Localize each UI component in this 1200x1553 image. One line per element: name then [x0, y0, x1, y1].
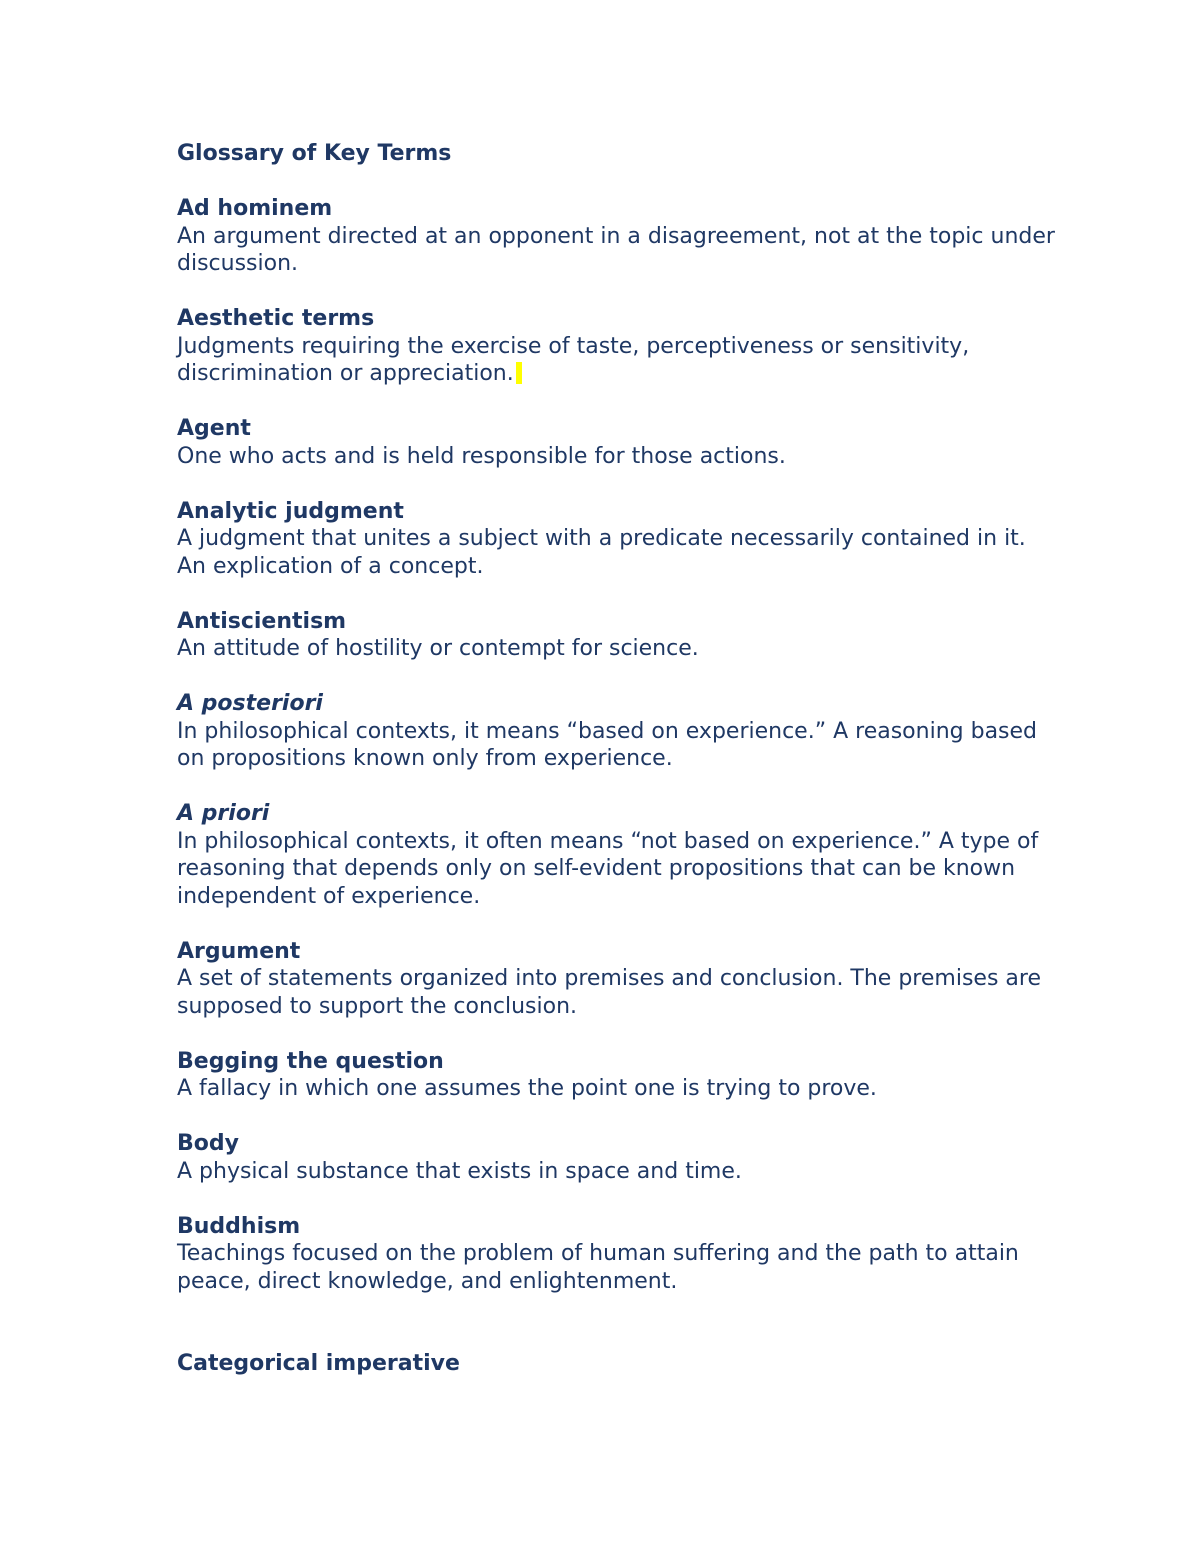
entry-term: Aesthetic terms	[177, 306, 375, 331]
spacer	[177, 580, 1057, 608]
glossary-entry-agent	[177, 415, 1057, 470]
entry-definition: A judgment that unites a subject with a predicate necessarily contained in it. An explication of a concept.	[177, 526, 1026, 579]
glossary-entry-antiscientism	[177, 608, 1057, 663]
entry-definition: A set of statements organized into premises and conclusion. The premises are supposed to support the conclusion.	[177, 966, 1041, 1019]
document-page	[177, 140, 1057, 1378]
spacer	[177, 470, 1057, 498]
entry-definition: In philosophical contexts, it often means “not based on experience.” A type of reasoning that depends only on self-evident propositions that can be known independent of experience.	[177, 828, 1039, 909]
document-title: Glossary of Key Terms	[177, 141, 452, 166]
entry-term: Argument	[177, 938, 301, 964]
entry-term: Ad hominem	[177, 196, 333, 221]
spacer	[177, 663, 1057, 691]
spacer	[177, 910, 1057, 938]
entry-term: Buddhism	[177, 1213, 301, 1239]
entry-definition: A fallacy in which one assumes the point one is trying to prove.	[177, 1076, 877, 1101]
entry-term: Agent	[177, 416, 251, 441]
glossary-entry-body	[177, 1130, 1057, 1185]
spacer	[177, 773, 1057, 801]
glossary-entry-begging-the-question	[177, 1048, 1057, 1103]
entry-definition: An attitude of hostility or contempt for science.	[177, 636, 699, 661]
entry-term: Begging the question	[177, 1048, 444, 1074]
entry-term: A posteriori	[177, 691, 323, 716]
glossary-entry-categorical-imperative	[177, 1350, 1057, 1378]
glossary-entry-buddhism	[177, 1213, 1057, 1296]
entry-definition: Judgments requiring the exercise of taste, perceptiveness or sensitivity, discrimination or appreciation.	[177, 333, 970, 386]
entry-definition: Teachings focused on the problem of human suffering and the path to attain peace, direct knowledge, and enlightenment.	[177, 1241, 1019, 1294]
spacer	[177, 1295, 1057, 1350]
spacer	[177, 1020, 1057, 1048]
spacer	[177, 1103, 1057, 1131]
entry-definition-wrapper	[177, 333, 1057, 388]
entry-term: A priori	[177, 801, 270, 826]
glossary-entry-argument	[177, 938, 1057, 1021]
entry-definition: An argument directed at an opponent in a disagreement, not at the topic under discussion.	[177, 223, 1055, 276]
spacer	[177, 1185, 1057, 1213]
entry-term: Categorical imperative	[177, 1351, 460, 1376]
entry-term: Body	[177, 1131, 239, 1156]
entry-definition: One who acts and is held responsible for those actions.	[177, 443, 786, 469]
entry-definition: In philosophical contexts, it means “based on experience.” A reasoning based on propositions known only from experience.	[177, 718, 1038, 771]
spacer	[177, 168, 1057, 196]
entry-definition: A physical substance that exists in space and time.	[177, 1158, 742, 1184]
glossary-entry-analytic-judgment	[177, 498, 1057, 581]
entry-term: Analytic judgment	[177, 498, 404, 524]
glossary-entry-ad-hominem	[177, 195, 1057, 278]
glossary-entry-aesthetic-terms	[177, 305, 1057, 388]
spacer	[177, 388, 1057, 416]
text-cursor-highlight	[516, 362, 522, 384]
spacer	[177, 278, 1057, 306]
glossary-entry-a-priori	[177, 800, 1057, 910]
entry-term: Antiscientism	[177, 608, 347, 634]
glossary-entry-a-posteriori	[177, 690, 1057, 773]
